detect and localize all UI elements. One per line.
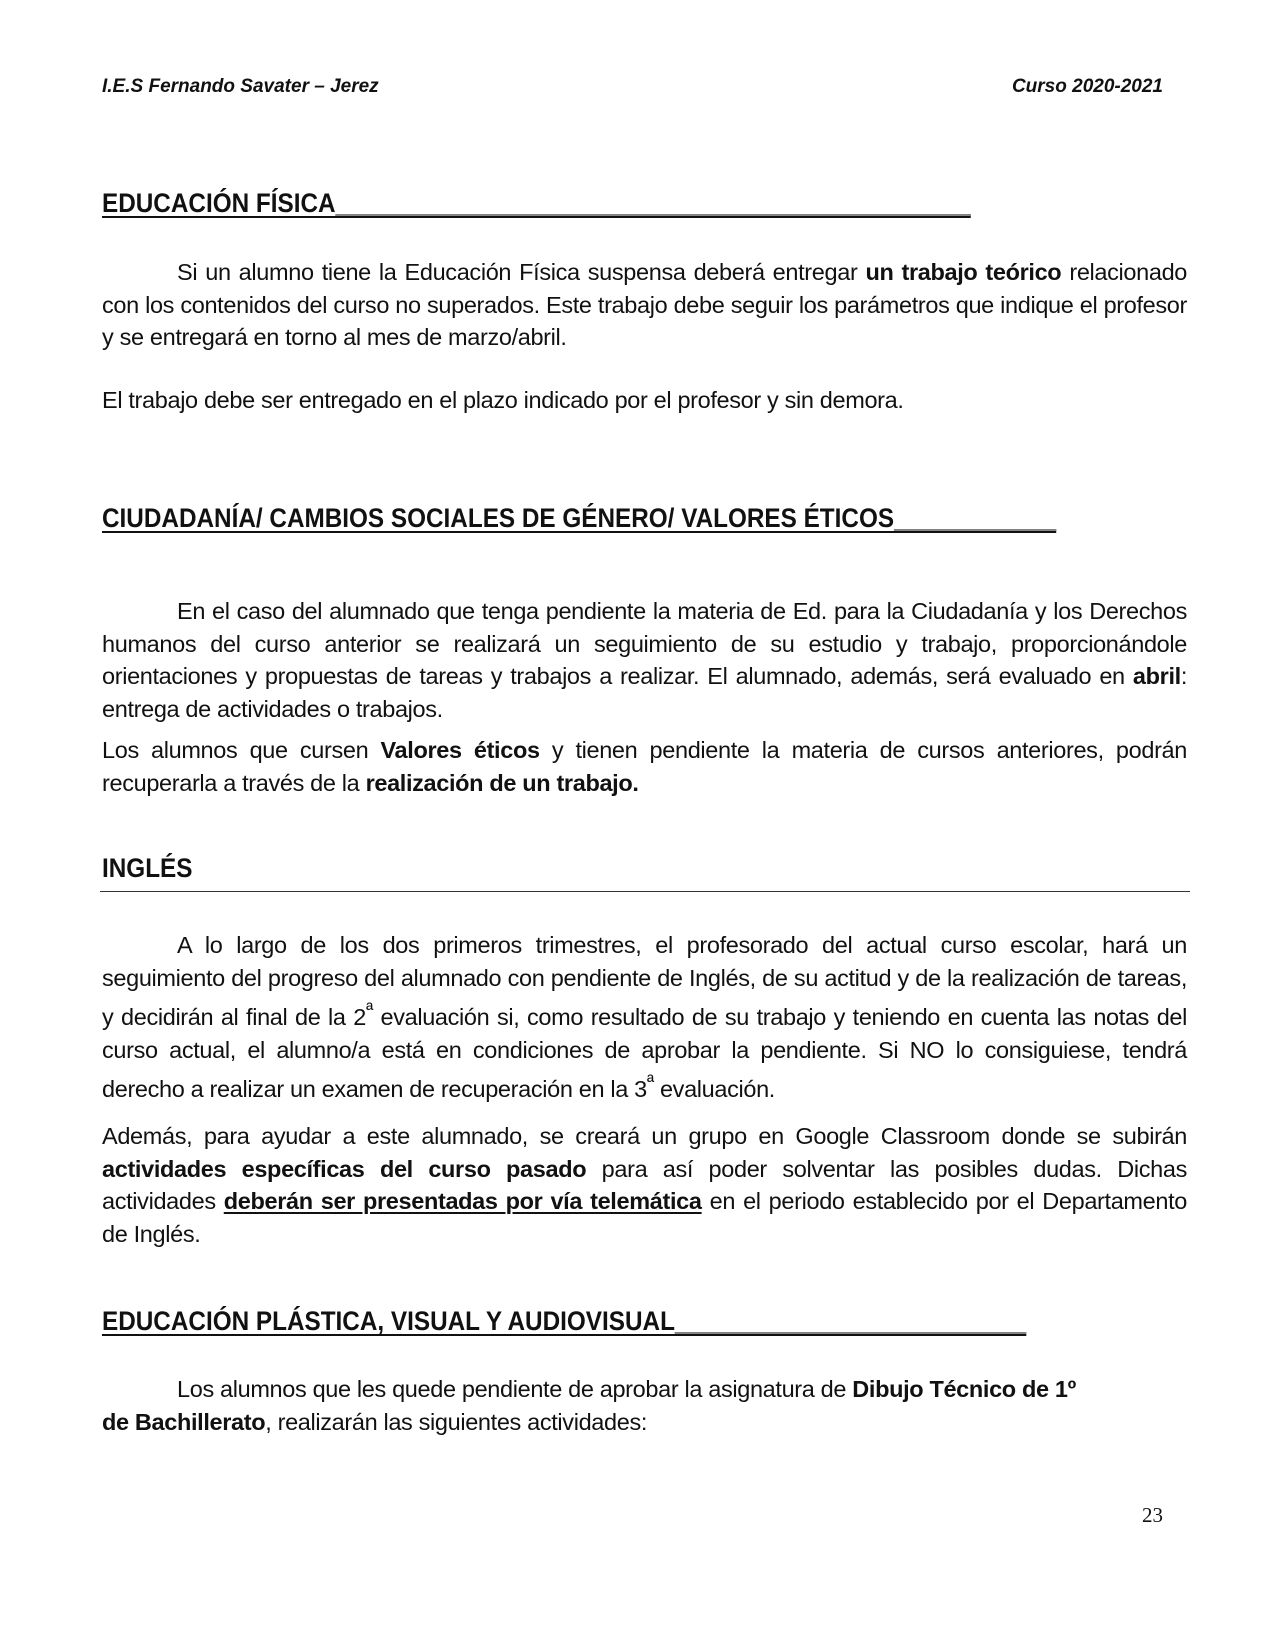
paragraph-ef-1: Si un alumno tiene la Educación Física suspensa deberá entregar un trabajo teórico relacionado con los contenidos del curso no superados. Este trabajo debe seguir los parámetros que indique el profesor y se entregará en torno al mes de marzo/abril. [102, 259, 1188, 351]
bold-bachillerato: de Bachillerato [102, 1408, 266, 1435]
paragraph-ef-2: El trabajo debe ser entregado en el plazo indicado por el profesor y sin demora. [102, 387, 904, 413]
heading-educacion-plastica: EDUCACIÓN PLÁSTICA, VISUAL Y AUDIOVISUAL__________________________ [102, 1306, 1027, 1336]
paragraph-ingles-2: Además, para ayudar a este alumnado, se creará un grupo en Google Classroom donde se subirán actividades específicas del curso pasado para así poder solventar las posibles dudas. Dichas actividades deberán ser presentadas por vía telemática en el periodo establecido por el Departamento de Inglés. [102, 1123, 1188, 1247]
paragraph-plastica-1: Los alumnos que les quede pendiente de aprobar la asignatura de Dibujo Técnico de 1º de Bachillerato, realizarán las siguientes actividades: [102, 1376, 1076, 1435]
header-school: I.E.S Fernando Savater – Jerez [102, 76, 379, 97]
bold-underlined-via-telematica: deberán ser presentadas por vía telemática [223, 1188, 702, 1215]
bold-abril: abril [1132, 663, 1181, 690]
page-number: 23 [1142, 1503, 1163, 1527]
paragraph-ciudadania-2: Los alumnos que cursen Valores éticos y tienen pendiente la materia de cursos anteriores, podrán recuperarla a través de la realización de un trabajo. [102, 737, 1187, 796]
heading-ingles: INGLÉS [102, 853, 193, 883]
bold-dibujo-tecnico: Dibujo Técnico de 1º [852, 1376, 1076, 1402]
heading-ingles-rule [100, 891, 1190, 892]
bold-realizacion-trabajo: realización de un trabajo. [365, 769, 639, 796]
bold-valores-eticos: Valores éticos [380, 737, 540, 763]
heading-educacion-fisica: EDUCACIÓN FÍSICA_______________________________________________ [102, 188, 971, 218]
paragraph-ingles-1: A lo largo de los dos primeros trimestres, el profesorado del actual curso escolar, hará un seguimiento del progreso del alumnado con pendiente de Inglés, de su actitud y de la realización de tareas, y decidirán al final de la $2^ª$ evaluación si, como resultado de su trabajo y teniendo en cuenta las notas del curso actual, el alumno/a está en condiciones de aprobar la pendiente. Si NO lo consiguiese, tendrá derecho a realizar un examen de recuperación en la $3^ª$ evaluación. [102, 932, 1187, 1103]
heading-ciudadania: CIUDADANÍA/ CAMBIOS SOCIALES DE GÉNERO/ VALORES ÉTICOS____________ [102, 503, 1057, 533]
bold-actividades-especificas: actividades específicas del curso pasado [102, 1155, 587, 1182]
header-course: Curso 2020-2021 [1011, 76, 1163, 97]
paragraph-ciudadania-1: En el caso del alumnado que tenga pendiente la materia de Ed. para la Ciudadanía y los Derechos humanos del curso anterior se realizará un seguimiento de su estudio y trabajo, proporcionándole orientaciones y propuestas de tareas y trabajos a realizar. El alumnado, además, será evaluado en abril: entrega de actividades o trabajos. [102, 598, 1187, 722]
bold-trabajo-teorico: un trabajo teórico [865, 259, 1062, 285]
